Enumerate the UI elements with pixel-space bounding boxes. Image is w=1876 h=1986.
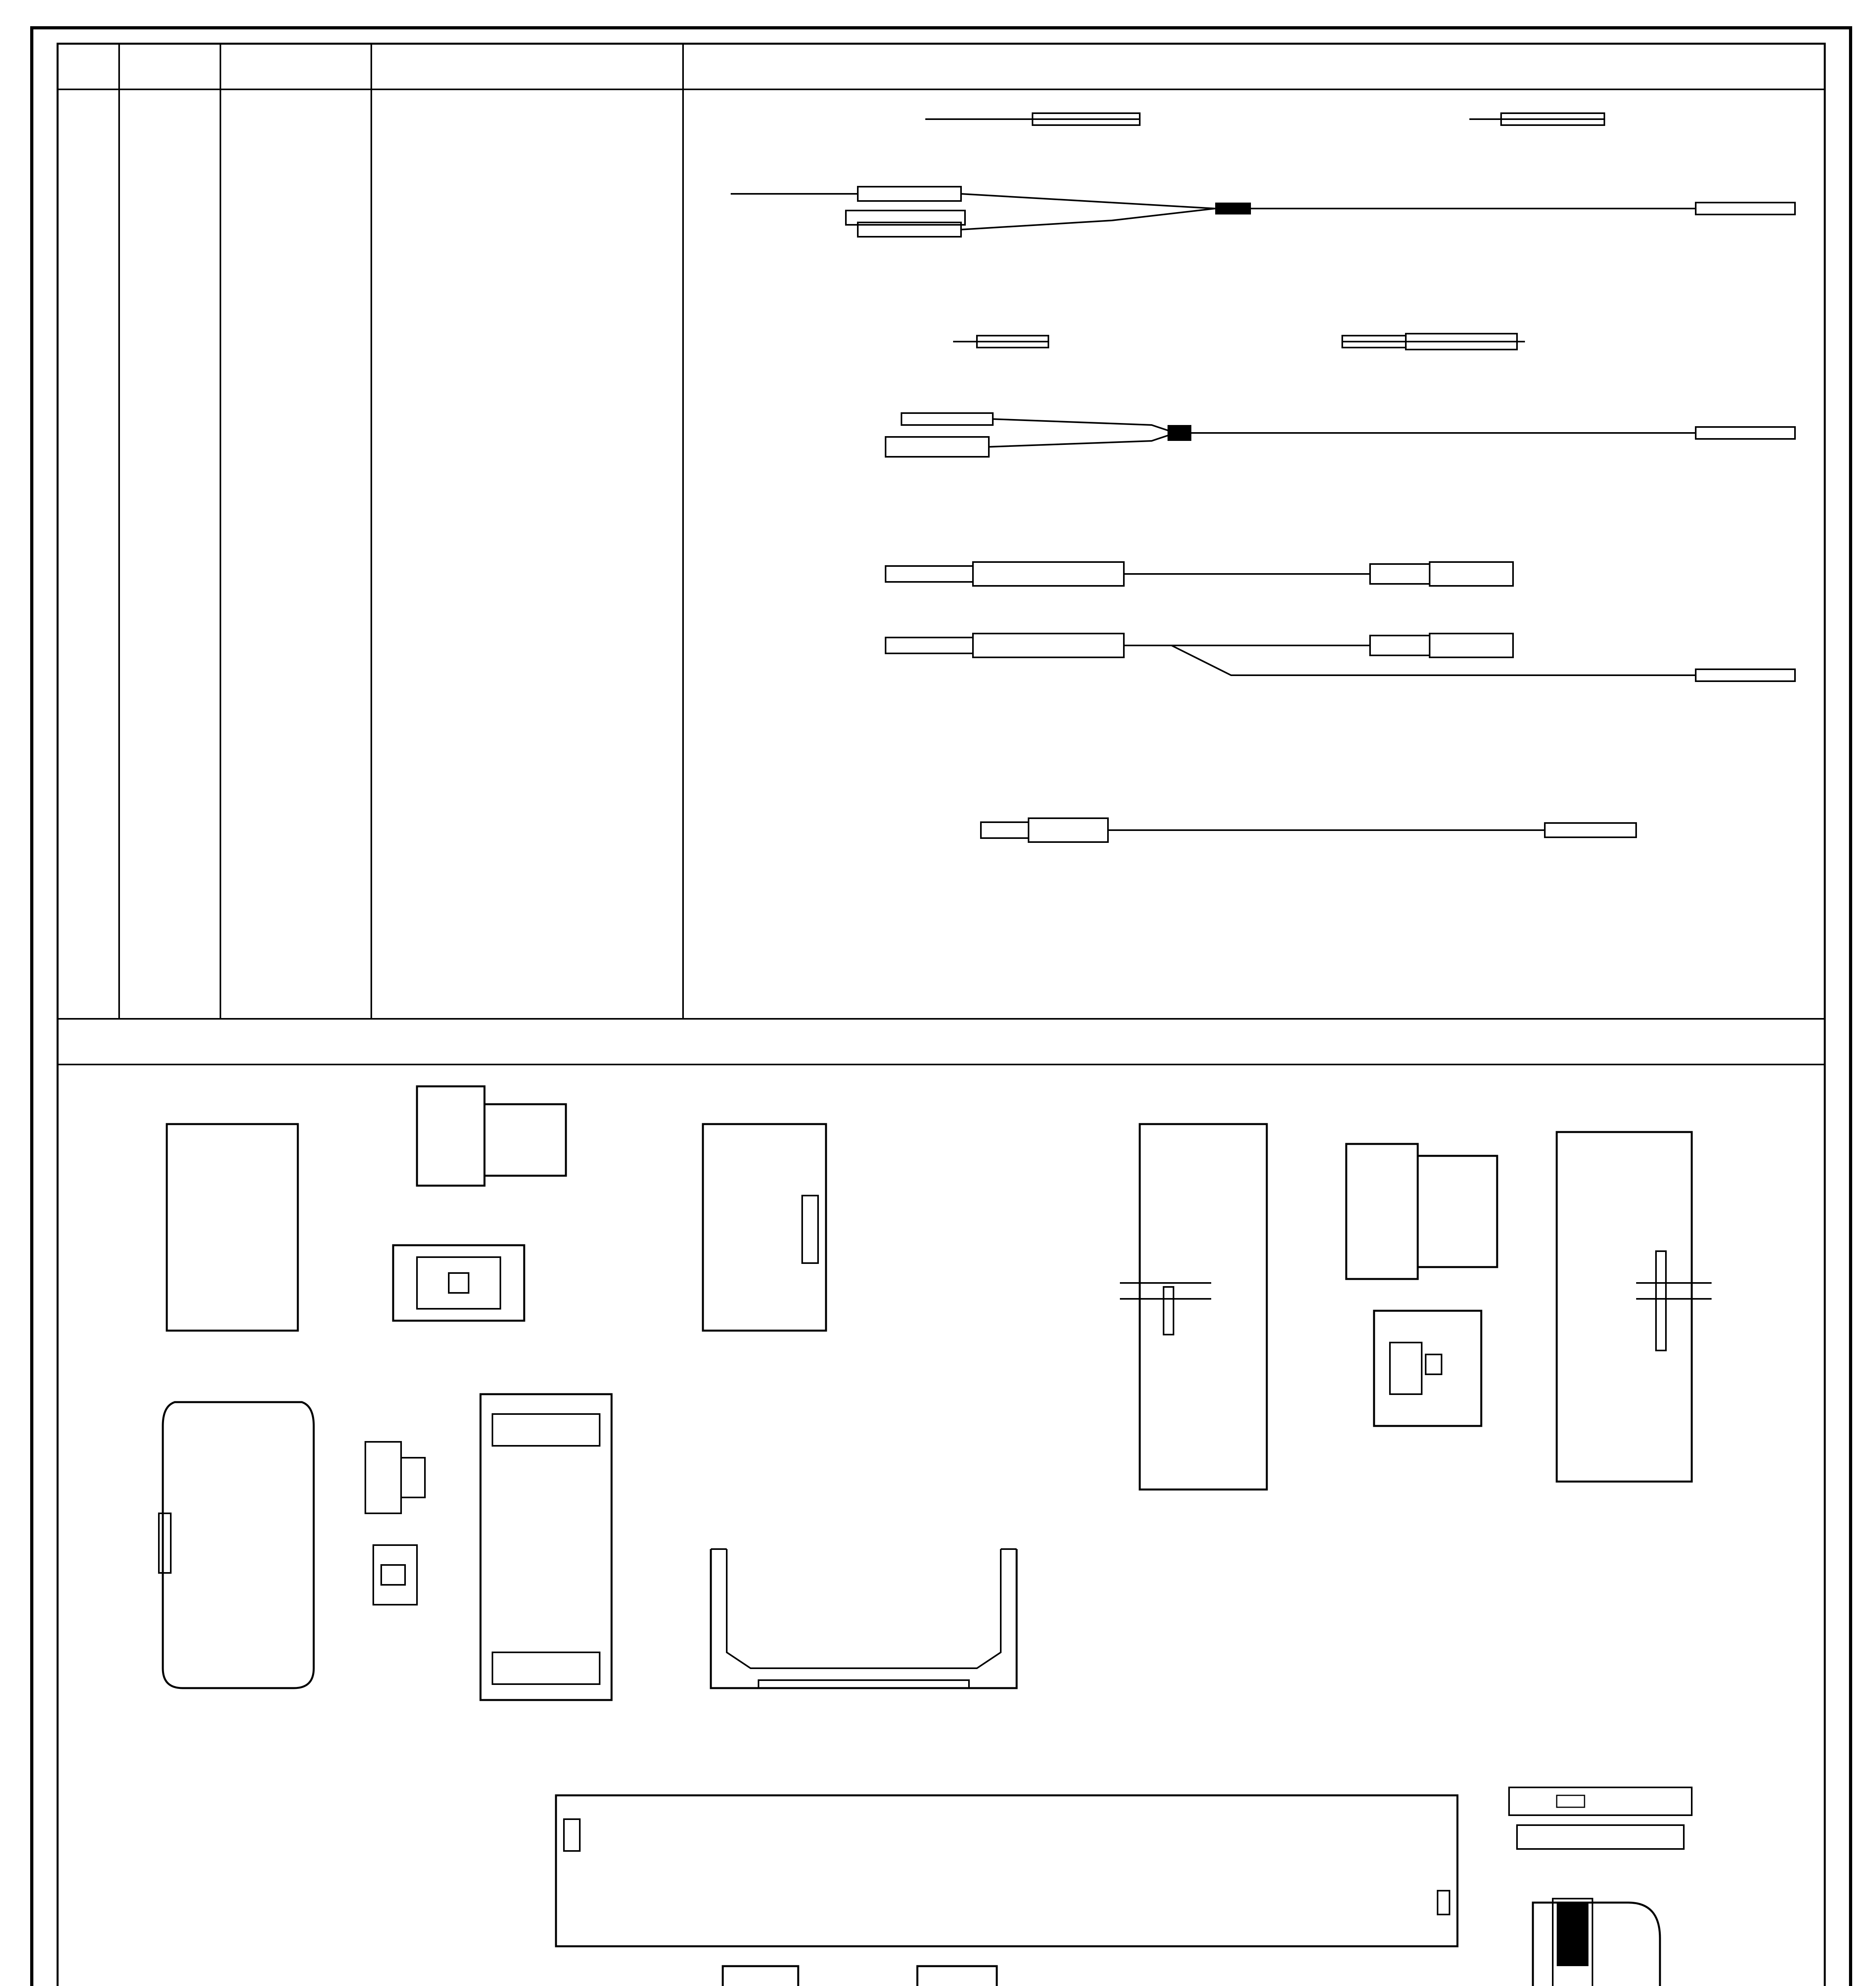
- process-row-5: [886, 562, 1513, 586]
- process-row-4: [886, 413, 1795, 457]
- process-row-1: [925, 113, 1604, 125]
- wiring-schematic: [109, 1966, 997, 1986]
- connector-gateway: [1120, 1124, 1712, 1490]
- connector-w: [711, 1549, 1017, 1688]
- assembly-face: [556, 1787, 1692, 1986]
- connector-a: [167, 1124, 298, 1331]
- process-drawings: [731, 113, 1795, 842]
- connector-ley: [393, 1086, 566, 1321]
- wire-table: [58, 44, 1825, 1064]
- connector-b: [703, 1124, 826, 1331]
- process-row-7: [981, 818, 1636, 842]
- connector-e: [159, 1402, 425, 1688]
- inner-frame: [58, 44, 1825, 1986]
- process-row-6: [886, 634, 1795, 681]
- process-row-3: [953, 334, 1525, 350]
- process-row-2: [731, 187, 1795, 237]
- connector-f: [481, 1394, 612, 1700]
- outer-frame: [32, 28, 1851, 1986]
